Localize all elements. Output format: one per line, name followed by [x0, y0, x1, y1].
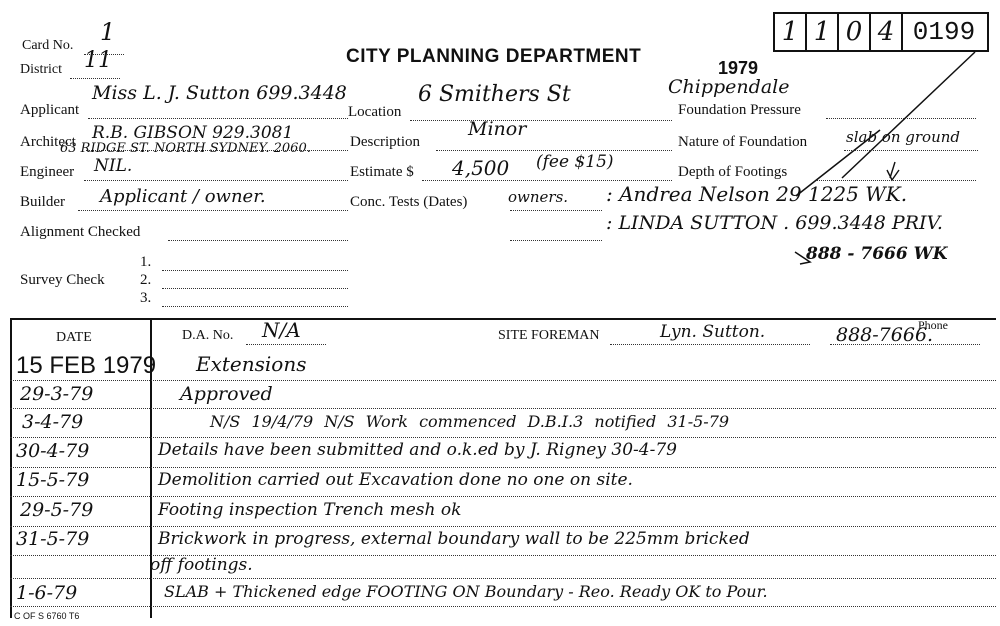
survey-1-label: 1. [140, 254, 152, 270]
row-note: off footings. [150, 555, 253, 575]
file-number-digit: 1 [807, 14, 839, 50]
site-foreman-value: Lyn. Sutton. [660, 322, 766, 342]
row-date: 29-3-79 [20, 383, 94, 405]
owner-contact-1: : Andrea Nelson 29 1225 WK. [606, 182, 908, 206]
row-note: Brickwork in progress, external boundary wall to be 225mm bricked [158, 529, 750, 549]
row-note: SLAB + Thickened edge FOOTING ON Boundary - Reo. Ready OK to Pour. [164, 582, 768, 601]
phone-value: 888-7666. [836, 324, 934, 346]
row-date: 15-5-79 [16, 469, 90, 491]
builder-label: Builder [20, 194, 65, 210]
nature-of-foundation-label: Nature of Foundation [678, 134, 808, 150]
estimate-value: 4,500 [452, 156, 510, 180]
engineer-value: NIL. [94, 156, 133, 176]
year: 1979 [718, 58, 759, 78]
owner-contact-2: : LINDA SUTTON . 699.3448 PRIV. [606, 212, 943, 234]
survey-3-label: 3. [140, 290, 152, 306]
row-date: 30-4-79 [16, 440, 90, 462]
file-number-digit: 0 [839, 14, 871, 50]
left-border [10, 318, 12, 618]
nature-of-foundation-value: slab on ground [846, 128, 960, 146]
district-label: District [20, 62, 62, 77]
applicant-value: Miss L. J. Sutton 699.3448 [92, 82, 347, 104]
builder-value: Applicant / owner. [100, 186, 266, 207]
department-title: CITY PLANNING DEPARTMENT [346, 46, 642, 67]
architect-label: Architect [20, 134, 76, 150]
da-no-label: D.A. No. [182, 328, 234, 343]
owner-contact-3: 888 - 7666 WK [806, 244, 948, 264]
location-suburb: Chippendale [668, 76, 790, 98]
table-top-rule [10, 318, 996, 320]
row-date: 15 FEB 1979 [16, 352, 157, 379]
form-code: C OF S 6760 T6 [14, 611, 80, 621]
row-date: 1-6-79 [16, 582, 78, 604]
row-date: 31-5-79 [16, 528, 90, 550]
conc-tests-label: Conc. Tests (Dates) [350, 194, 468, 210]
file-number-digit: 1 [775, 14, 807, 50]
estimate-fee: (fee $15) [536, 152, 614, 172]
engineer-label: Engineer [20, 164, 75, 180]
description-label: Description [350, 134, 420, 150]
architect-value: R.B. GIBSON 929.3081 [92, 123, 294, 143]
row-note: Approved [180, 383, 273, 405]
card-no-label: Card No. [22, 38, 74, 53]
row-note: N/S 19/4/79 N/S Work commenced D.B.I.3 notified 31-5-79 [210, 412, 730, 431]
row-note: Demolition carried out Excavation done no one on site. [158, 470, 633, 490]
survey-2-label: 2. [140, 272, 152, 288]
conc-tests-note: owners. [508, 188, 569, 206]
district-value: 11 [84, 48, 112, 73]
file-number-digit: 4 [871, 14, 903, 50]
row-date: 29-5-79 [20, 499, 94, 521]
phone-label: Phone [918, 318, 948, 332]
card-no-value: 1 [100, 18, 116, 46]
applicant-label: Applicant [20, 102, 80, 118]
foundation-pressure-label: Foundation Pressure [678, 102, 801, 118]
site-foreman-label: SITE FOREMAN [498, 328, 600, 343]
date-column-header: DATE [56, 330, 92, 345]
location-value: 6 Smithers St [418, 82, 571, 107]
location-label: Location [348, 104, 402, 120]
alignment-checked-label: Alignment Checked [20, 224, 141, 240]
file-number-serial: 0199 [912, 17, 976, 47]
row-note: Footing inspection Trench mesh ok [158, 500, 462, 520]
row-date: 3-4-79 [22, 411, 84, 433]
da-no-value: N/A [262, 318, 301, 342]
row-note: Details have been submitted and o.k.ed by J. Rigney 30-4-79 [158, 440, 677, 460]
architect-address: 63 RIDGE ST. NORTH SYDNEY. 2060. [60, 141, 311, 156]
description-value: Minor [468, 118, 527, 140]
estimate-label: Estimate $ [350, 164, 414, 180]
depth-of-footings-label: Depth of Footings [678, 164, 788, 180]
survey-check-label: Survey Check [20, 272, 105, 288]
row-note: Extensions [196, 352, 307, 376]
